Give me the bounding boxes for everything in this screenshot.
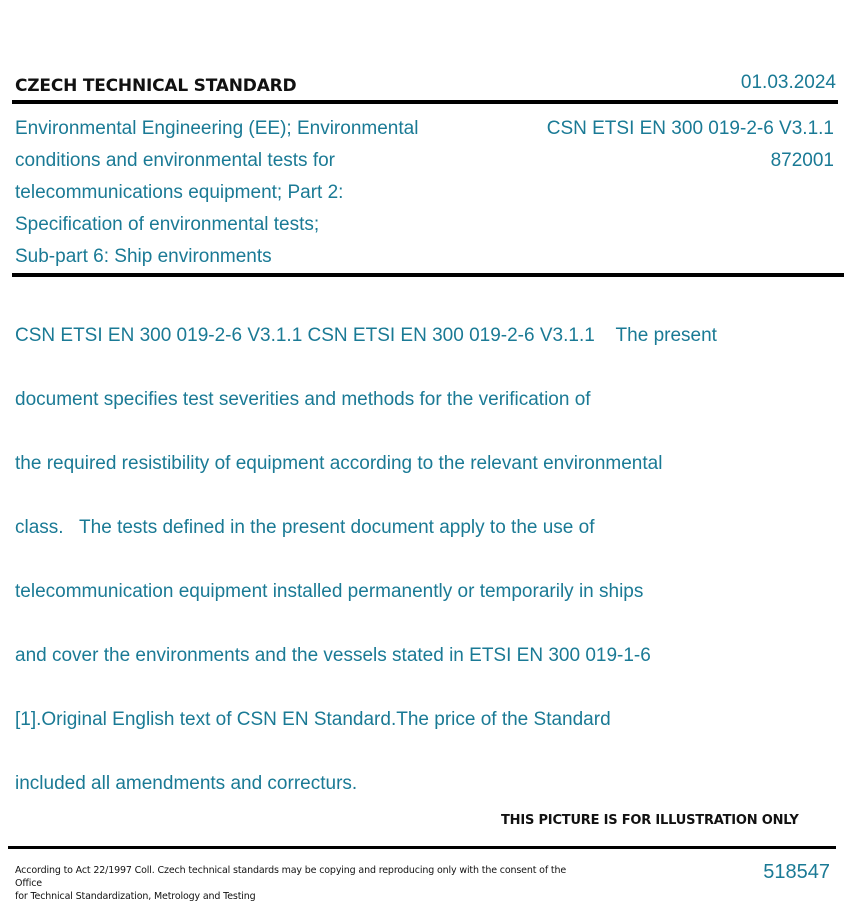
classification-number: 872001 bbox=[770, 150, 834, 171]
title-divider bbox=[12, 273, 844, 277]
document-header-title: CZECH TECHNICAL STANDARD bbox=[15, 76, 297, 96]
standard-title-line: Sub-part 6: Ship environments bbox=[15, 246, 272, 267]
standard-title-line: Environmental Engineering (EE); Environmental bbox=[15, 118, 419, 139]
illustration-disclaimer: THIS PICTURE IS FOR ILLUSTRATION ONLY bbox=[501, 813, 799, 828]
description-line: included all amendments and correcturs. bbox=[15, 773, 358, 794]
description-line: class. The tests defined in the present document apply to the use of bbox=[15, 517, 595, 538]
header-divider bbox=[12, 100, 838, 104]
description-line: telecommunication equipment installed permanently or temporarily in ships bbox=[15, 581, 644, 602]
standard-designation: CSN ETSI EN 300 019-2-6 V3.1.1 bbox=[546, 118, 834, 139]
legal-notice-line: According to Act 22/1997 Coll. Czech technical standards may be copying and reproducing only with the consent of the Office bbox=[15, 865, 567, 889]
catalog-number: 518547 bbox=[763, 861, 830, 883]
standard-title-line: Specification of environmental tests; bbox=[15, 214, 320, 235]
publication-date: 01.03.2024 bbox=[740, 72, 836, 93]
legal-notice bbox=[15, 864, 585, 903]
standard-description bbox=[15, 288, 815, 832]
description-line: CSN ETSI EN 300 019-2-6 V3.1.1 CSN ETSI EN 300 019-2-6 V3.1.1 The present bbox=[15, 325, 717, 346]
description-line: document specifies test severities and methods for the verification of bbox=[15, 389, 591, 410]
description-line: the required resistibility of equipment according to the relevant environmental bbox=[15, 453, 663, 474]
standard-title bbox=[15, 113, 485, 273]
standard-title-line: telecommunications equipment; Part 2: bbox=[15, 182, 344, 203]
description-line: [1].Original English text of CSN EN Standard.The price of the Standard bbox=[15, 709, 611, 730]
legal-notice-line: for Technical Standardization, Metrology and Testing bbox=[15, 891, 256, 902]
footer-divider bbox=[8, 846, 836, 849]
description-line: and cover the environments and the vessels stated in ETSI EN 300 019-1-6 bbox=[15, 645, 651, 666]
standard-title-line: conditions and environmental tests for bbox=[15, 150, 336, 171]
standard-identifiers bbox=[547, 113, 834, 177]
